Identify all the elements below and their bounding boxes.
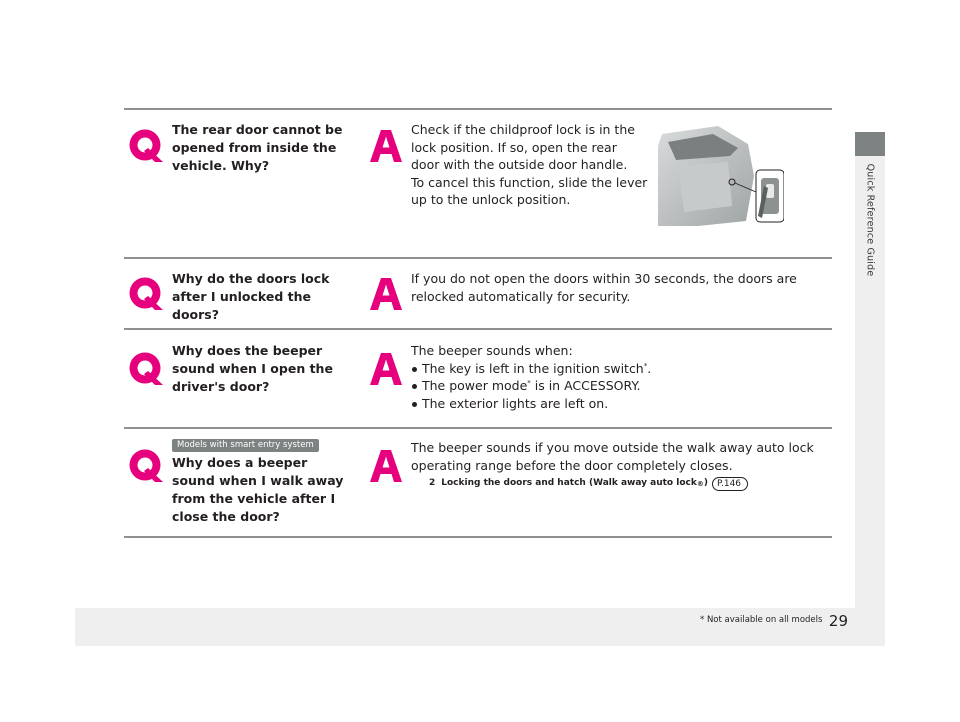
footer-bar <box>75 608 855 646</box>
question-text: Why does the beeper sound when I open the driver's door? <box>172 343 333 394</box>
question-icon <box>128 128 164 164</box>
answer-text: The beeper sounds when: The key is left in the ignition switch*. The power mode* is in ACCESSORY. The exterior lights are left on. <box>411 342 831 412</box>
answer-icon <box>368 276 404 312</box>
question-icon <box>128 351 164 387</box>
answer-icon <box>368 128 404 164</box>
divider <box>124 328 832 330</box>
answer-icon <box>368 448 404 484</box>
bullet-list <box>411 360 831 413</box>
answer-text: If you do not open the doors within 30 seconds, the doors are relocked automatically for security. <box>411 271 797 304</box>
answer-icon <box>368 351 404 387</box>
question-icon <box>128 276 164 312</box>
divider <box>124 257 832 259</box>
question-text: Why does a beeper sound when I walk away from the vehicle after I close the door? <box>172 455 344 524</box>
model-badge: Models with smart entry system <box>172 439 319 452</box>
page-number: 29 <box>828 612 848 630</box>
divider <box>124 108 832 110</box>
list-item: The key is left in the ignition switch*. <box>411 360 831 378</box>
list-item: The power mode* is in ACCESSORY. <box>411 377 831 395</box>
section-label: Quick Reference Guide <box>864 163 876 277</box>
question-text: Why do the doors lock after I unlocked the doors? <box>172 271 330 322</box>
divider <box>124 536 832 538</box>
list-item: The exterior lights are left on. <box>411 395 831 413</box>
section-tab-marker <box>855 132 885 156</box>
divider <box>124 427 832 429</box>
question-icon <box>128 448 164 484</box>
question-text: The rear door cannot be opened from inside the vehicle. Why? <box>172 122 343 173</box>
footnote: * Not available on all models <box>700 615 823 625</box>
childproof-lock-illustration <box>658 126 784 226</box>
reference-arrow-icon: 2 <box>429 478 436 488</box>
answer-text: The beeper sounds if you move outside the walk away auto lock operating range before the door completely closes. 2 Locking the doors and hatch (Walk away auto lock ® ) P.146 <box>411 439 831 493</box>
cross-reference-link[interactable]: 2 Locking the doors and hatch (Walk away auto lock ® ) P.146 <box>429 475 831 493</box>
answer-text: Check if the childproof lock is in the lock position. If so, open the rear door with the outside door handle. To cancel this function, slide the lever up to the unlock position. <box>411 122 648 207</box>
page-reference-button[interactable]: P.146 <box>712 477 748 491</box>
